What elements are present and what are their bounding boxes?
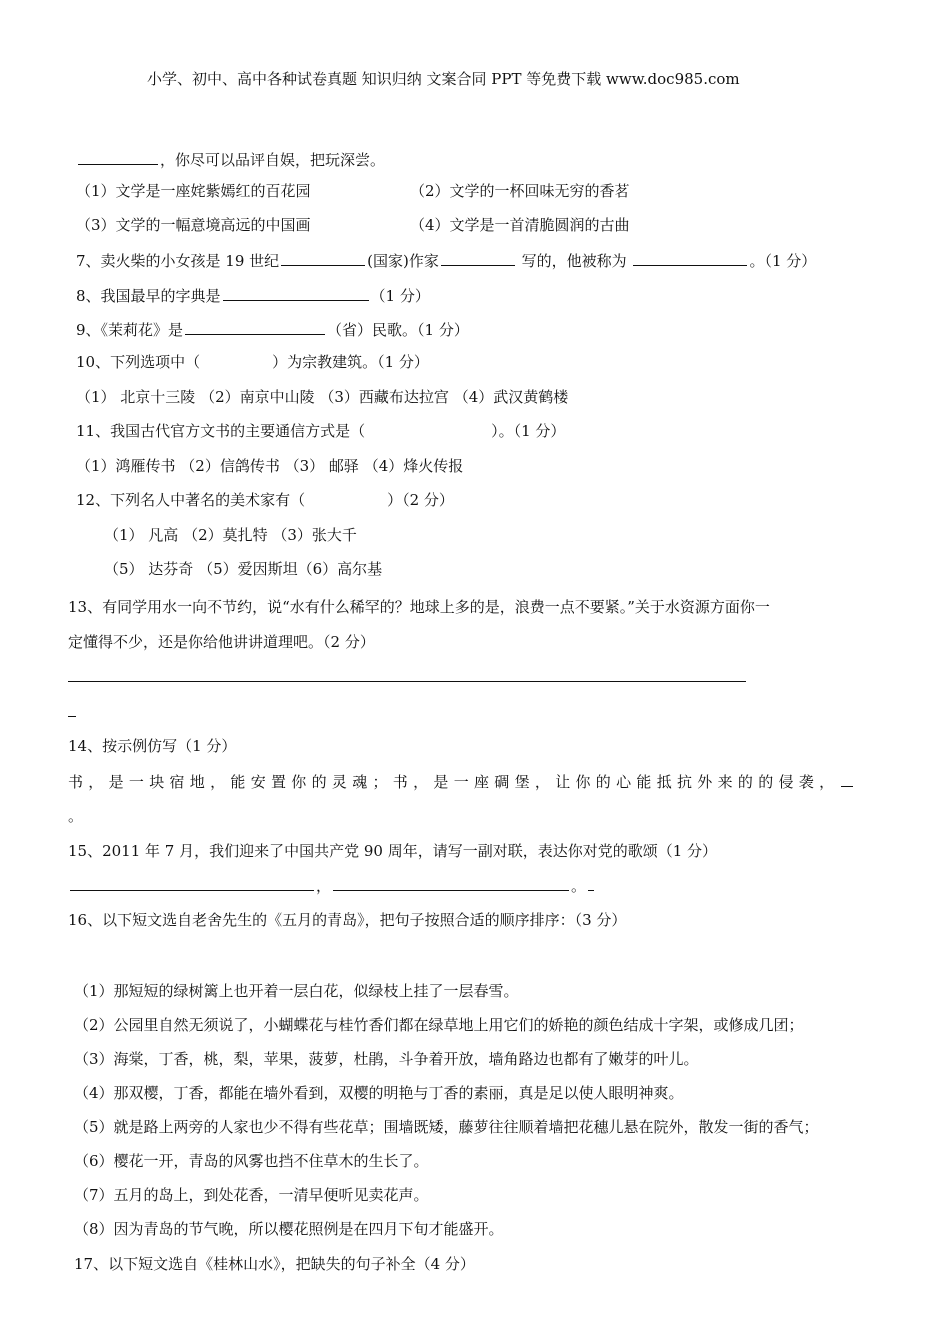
q15-period: 。 (571, 877, 587, 895)
q11-line (76, 421, 565, 441)
q11-text-a: 11、我国古代官方文书的主要通信方式是（ (76, 422, 366, 440)
q15-comma: ， (316, 877, 332, 895)
q17-title: 17、以下短文选自《桂林山水》，把缺失的句子补全（4 分） (74, 1255, 475, 1273)
q13-line1: 13、有同学用水一向不节约，说“水有什么稀罕的？地球上多的是，浪费一点不要紧。”关于水资源方面你一 (68, 598, 770, 616)
q6-answer-blank[interactable] (78, 148, 158, 165)
q12-text-a: 12、下列名人中著名的美术家有（ (76, 491, 306, 509)
q10-line (76, 352, 429, 372)
q13-answer-line-short[interactable] (68, 716, 76, 717)
q10-text-b: ）为宗教建筑。（1 分） (272, 353, 429, 371)
q15-upper-couplet-blank[interactable] (70, 874, 314, 891)
q10-text-a: 10、下列选项中（ (76, 353, 201, 371)
q8-text-a: 8、我国最早的字典是 (76, 287, 221, 305)
q16-sentence-7: （7）五月的岛上，到处花香，一清早便听见卖花声。 (74, 1186, 429, 1204)
q7-line (76, 249, 816, 271)
q14-example-text: 书，是一块宿地，能安置你的灵魂；书，是一座碉堡，让你的心能抵抗外来的的侵袭， (68, 773, 840, 791)
q16-sentence-4: （4）那双樱，丁香，都能在墙外看到，双樱的明艳与丁香的素丽，真是足以使人眼明神爽。 (74, 1084, 684, 1102)
q6-tail-text: ，你尽可以品评自娱，把玩深尝。 (160, 151, 386, 169)
q16-sentence-6: （6）樱花一开，青岛的风雾也挡不住草木的生长了。 (74, 1152, 429, 1170)
q12-options-row2: （5） 达芬奇 （5）爱因斯坦（6）高尔基 (104, 560, 383, 578)
q16-sentence-1: （1）那短短的绿树篱上也开着一层白花，似绿枝上挂了一层春雪。 (74, 982, 519, 1000)
q15-title: 15、2011 年 7 月，我们迎来了中国共产党 90 周年，请写一副对联，表达你对党的歌颂（1 分） (68, 842, 718, 860)
q14-answer-blank[interactable] (841, 770, 853, 787)
q14-end-mark: 。 (68, 807, 84, 825)
q16-sentence-8: （8）因为青岛的节气晚，所以樱花照例是在四月下旬才能盛开。 (74, 1220, 504, 1238)
q13-line2: 定懂得不少，还是你给他讲讲道理吧。（2 分） (68, 633, 375, 651)
q16-sentence-3: （3）海棠，丁香，桃，梨，苹果，菠萝，杜鹃，斗争着开放，墙角路边也都有了嫩芽的叶儿。 (74, 1050, 699, 1068)
q12-line (76, 490, 454, 510)
q14-body (68, 770, 855, 792)
q14-title: 14、按示例仿写（1 分） (68, 737, 237, 755)
q9-province-blank[interactable] (185, 318, 325, 335)
q15-tail-rule (588, 874, 594, 891)
q11-options: （1）鸿雁传书 （2）信鸽传书 （3） 邮驿 （4）烽火传报 (76, 457, 464, 475)
q7-text-d: 。（1 分） (749, 252, 817, 270)
q7-title-blank[interactable] (633, 249, 747, 266)
q12-text-b: ）（2 分） (387, 491, 454, 509)
q15-couplet-line (68, 874, 596, 896)
q8-line (76, 284, 430, 306)
q8-text-b: （1 分） (370, 287, 430, 305)
q11-text-b: ）。（1 分） (491, 422, 566, 440)
q16-sentence-5: （5）就是路上两旁的人家也少不得有些花草；围墙既矮，藤萝往往顺着墙把花穗儿悬在院外，散发一街的香气； (74, 1118, 819, 1136)
q8-answer-blank[interactable] (223, 284, 369, 301)
q9-line (76, 318, 469, 340)
q6-option-3: （3）文学的一幅意境高远的中国画 (76, 216, 311, 234)
q16-title: 16、以下短文选自老舍先生的《五月的青岛》，把句子按照合适的顺序排序：（3 分） (68, 911, 627, 929)
q10-options: （1） 北京十三陵 （2）南京中山陵 （3）西藏布达拉宫 （4）武汉黄鹤楼 (76, 388, 569, 406)
q14-end-line (68, 806, 83, 826)
q7-text-c: 写的，他被称为 (516, 252, 632, 270)
q16-sentence-2: （2）公园里自然无须说了，小蝴蝶花与桂竹香们都在绿草地上用它们的娇艳的颜色结成十字架，或修成几团； (74, 1016, 804, 1034)
q7-text-b: (国家)作家 (367, 252, 439, 270)
q15-lower-couplet-blank[interactable] (333, 874, 569, 891)
q12-options-row1: （1） 凡高 （2）莫扎特 （3）张大千 (104, 526, 357, 544)
q7-text-a: 7、卖火柴的小女孩是 19 世纪 (76, 252, 280, 270)
q13-answer-line[interactable] (68, 681, 746, 682)
q6-option-2: （2）文学的一杯回味无穷的香茗 (410, 182, 630, 200)
q6-option-4: （4）文学是一首清脆圆润的古曲 (410, 216, 630, 234)
q9-text-a: 9、《茉莉花》是 (76, 321, 184, 339)
q7-author-blank[interactable] (441, 249, 515, 266)
q9-text-b: （省）民歌。（1 分） (327, 321, 469, 339)
q7-country-blank[interactable] (281, 249, 365, 266)
q6-option-1: （1）文学是一座姹紫嫣红的百花园 (76, 182, 311, 200)
page-header: 小学、初中、高中各种试卷真题 知识归纳 文案合同 PPT 等免费下载 www.doc985.com (147, 70, 740, 88)
q6-tail-line (76, 148, 385, 170)
